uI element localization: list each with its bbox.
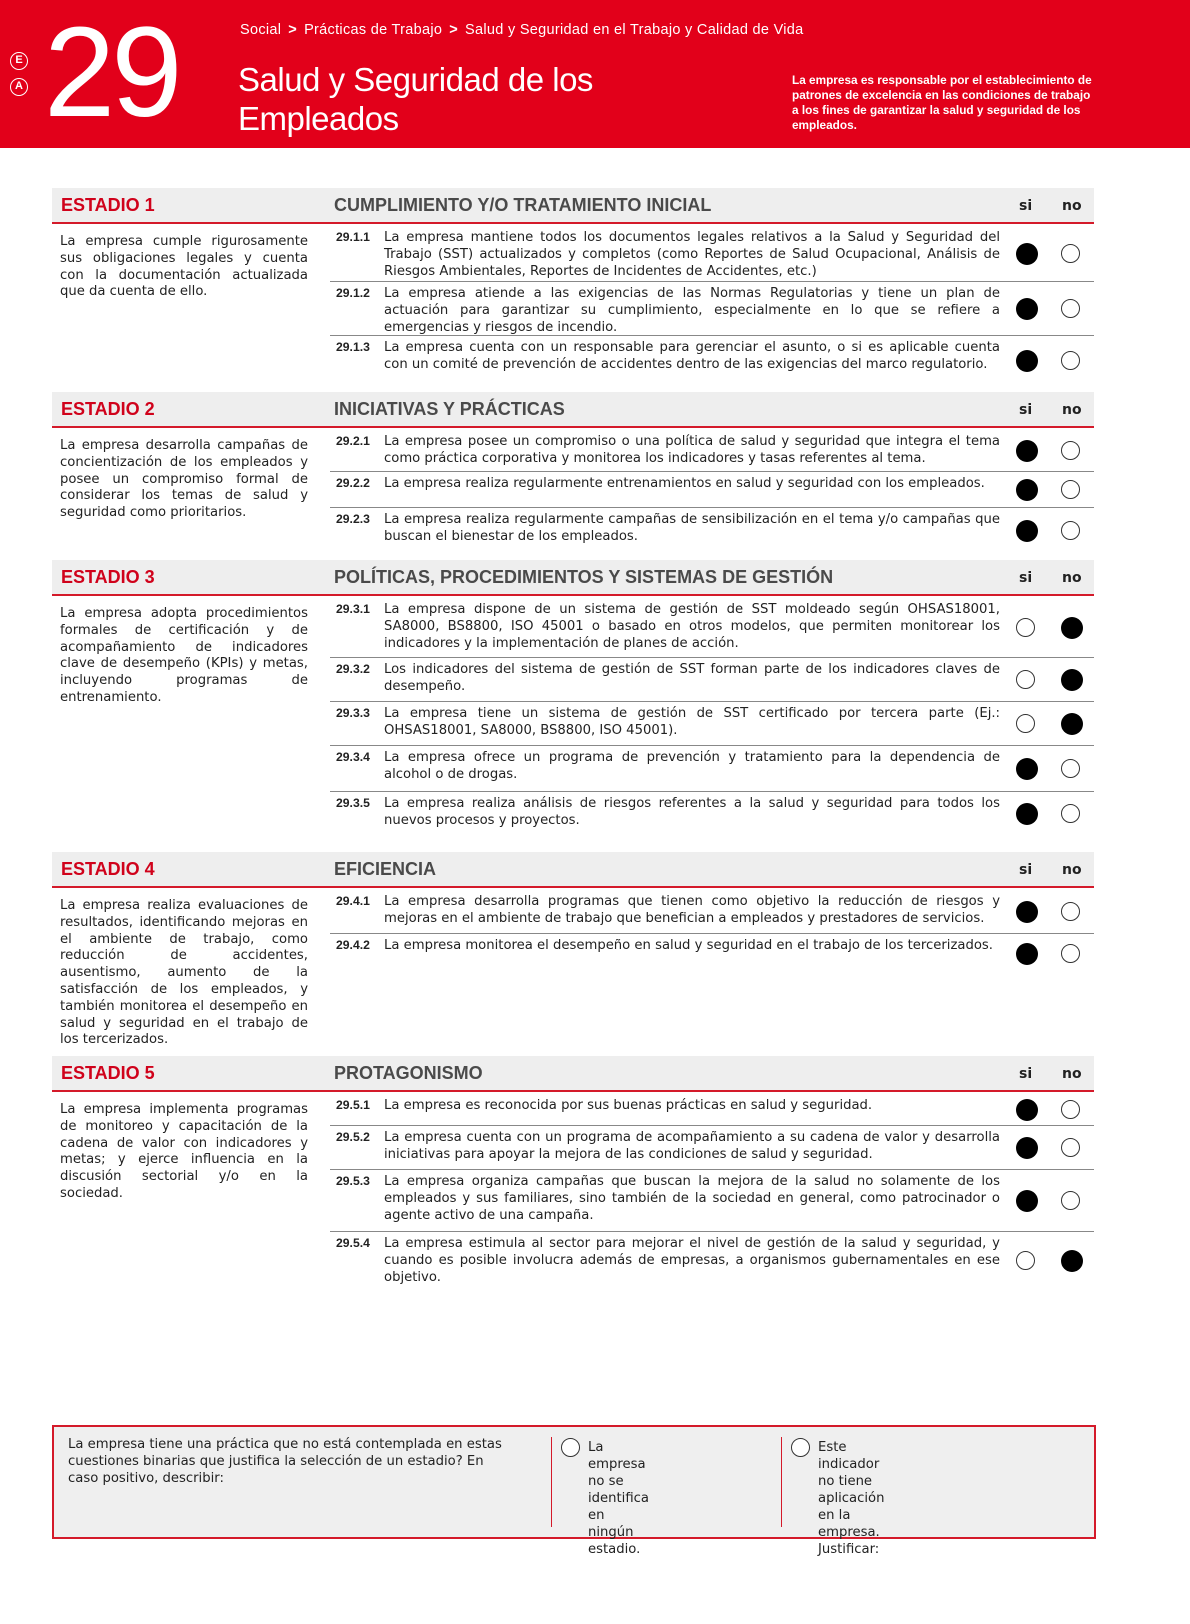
question-number: 29.5.3 (336, 1174, 370, 1188)
radio-si[interactable] (1016, 350, 1038, 372)
badge-group (10, 52, 28, 104)
radio-not-applicable[interactable] (791, 1438, 810, 1457)
stage-label: ESTADIO 3 (61, 567, 155, 587)
category-title: PROTAGONISMO (334, 1063, 483, 1083)
option-label: La empresa no se identifica en ningún estadio. (588, 1440, 649, 1557)
stage-section (52, 560, 1094, 828)
question-row (330, 1170, 1094, 1232)
column-no-header: no (1062, 402, 1082, 418)
question-number: 29.2.1 (336, 434, 370, 448)
section-header (52, 1056, 1094, 1092)
question-row (330, 472, 1094, 508)
question-text: La empresa dispone de un sistema de gestión de SST moldeado según OHSAS18001, SA8000, BS8800, ISO 45001 o basado en otros modelos, que permiten monitorear los indicadores y la implementación de planes de acción. (384, 602, 1000, 651)
column-si-header: si (1019, 570, 1033, 586)
radio-no[interactable] (1061, 480, 1080, 499)
stage-description: La empresa desarrolla campañas de concientización de los empleados y posee un compromiso formal de considerar los temas de salud y seguridad como prioritarios. (60, 438, 308, 521)
question-text: La empresa realiza análisis de riesgos referentes a la salud y seguridad para todos los nuevos procesos y proyectos. (384, 796, 1000, 828)
radio-no[interactable] (1061, 713, 1083, 735)
radio-si[interactable] (1016, 714, 1035, 733)
section-header (52, 560, 1094, 596)
radio-no[interactable] (1061, 521, 1080, 540)
radio-no[interactable] (1061, 299, 1080, 318)
radio-si[interactable] (1016, 803, 1038, 825)
page-title (238, 60, 668, 138)
question-text: La empresa realiza regularmente entrenamientos en salud y seguridad con los empleados. (384, 476, 985, 491)
question-number: 29.4.2 (336, 938, 370, 952)
question-text: La empresa posee un compromiso o una política de salud y seguridad que integra el tema como práctica corporativa y monitorea los indicadores y tasas referentes al tema. (384, 434, 1000, 466)
question-row (330, 336, 1094, 386)
question-text: La empresa desarrolla programas que tienen como objetivo la reducción de riesgos y mejoras en el ambiente de trabajo que benefician a empleados y prestadores de servicios. (384, 894, 1000, 926)
radio-no-stage[interactable] (561, 1438, 580, 1457)
question-row (330, 508, 1094, 554)
breadcrumb-item[interactable]: Salud y Seguridad en el Trabajo y Calidad de Vida (465, 22, 804, 38)
question-list (330, 890, 1094, 974)
stage-section (52, 188, 1094, 372)
breadcrumb-item[interactable]: Prácticas de Trabajo (304, 22, 443, 38)
question-text: La empresa cuenta con un responsable para gerenciar el asunto, o si es aplicable cuenta con un comité de prevención de accidentes dentro de las exigencias del marco regulatorio. (384, 340, 1000, 372)
question-number: 29.5.1 (336, 1098, 370, 1112)
stage-label: ESTADIO 5 (61, 1063, 155, 1083)
question-row (330, 890, 1094, 934)
category-title: CUMPLIMIENTO Y/O TRATAMIENTO INICIAL (334, 195, 712, 215)
other-practice-question[interactable]: La empresa tiene una práctica que no está contemplada en estas cuestiones binarias que justifica la selección de un estadio? En caso positivo, describir: (68, 1437, 502, 1486)
radio-si[interactable] (1016, 243, 1038, 265)
badge-e-icon: E (10, 52, 28, 70)
column-no-header: no (1062, 570, 1082, 586)
stage-description: La empresa realiza evaluaciones de resultados, identificando mejoras en el ambiente de trabajo, como reducción de accidentes, ausentismo, aumento de la satisfacción de los empleados, y también monitorea el desempeño en salud y seguridad en el trabajo de los tercerizados. (60, 898, 308, 1048)
question-row (330, 282, 1094, 336)
radio-no[interactable] (1061, 441, 1080, 460)
stage-label: ESTADIO 2 (61, 399, 155, 419)
question-row (330, 792, 1094, 836)
question-text: La empresa monitorea el desempeño en salud y seguridad en el trabajo de los tercerizados. (384, 938, 993, 953)
question-number: 29.3.5 (336, 796, 370, 810)
radio-si[interactable] (1016, 618, 1035, 637)
radio-si[interactable] (1016, 1251, 1035, 1270)
column-si-header: si (1019, 1066, 1033, 1082)
divider (551, 1437, 552, 1527)
question-number: 29.3.3 (336, 706, 370, 720)
question-list (330, 226, 1094, 386)
stage-description: La empresa implementa programas de monitoreo y capacitación de la cadena de valor con indicadores y metas; y ejerce influencia en la discusión sectorial y/o en la sociedad. (60, 1102, 308, 1201)
stage-section (52, 852, 1094, 1048)
stage-label: ESTADIO 1 (61, 195, 155, 215)
radio-si[interactable] (1016, 758, 1038, 780)
badge-a-icon: A (10, 78, 28, 96)
stage-section (52, 392, 1094, 544)
radio-si[interactable] (1016, 1137, 1038, 1159)
question-number: 29.1.2 (336, 286, 370, 300)
question-row (330, 598, 1094, 658)
divider (781, 1437, 782, 1527)
column-si-header: si (1019, 198, 1033, 214)
radio-no[interactable] (1061, 804, 1080, 823)
question-text: La empresa es reconocida por sus buenas prácticas en salud y seguridad. (384, 1098, 873, 1113)
radio-no[interactable] (1061, 902, 1080, 921)
radio-si[interactable] (1016, 943, 1038, 965)
radio-si[interactable] (1016, 1099, 1038, 1121)
radio-si[interactable] (1016, 901, 1038, 923)
column-no-header: no (1062, 1066, 1082, 1082)
question-row (330, 702, 1094, 746)
other-practice-box (52, 1425, 1096, 1557)
column-si-header: si (1019, 862, 1033, 878)
section-header (52, 852, 1094, 888)
radio-no[interactable] (1061, 1191, 1080, 1210)
radio-no[interactable] (1061, 759, 1080, 778)
question-number: 29.5.4 (336, 1236, 370, 1250)
question-row (330, 1094, 1094, 1126)
chevron-right-icon: > (288, 22, 298, 38)
category-title: INICIATIVAS Y PRÁCTICAS (334, 399, 565, 419)
page-title-line: Salud y Seguridad de los (238, 61, 593, 98)
category-title: EFICIENCIA (334, 859, 437, 879)
question-number: 29.1.3 (336, 340, 370, 354)
breadcrumb (240, 22, 804, 38)
stage-section (52, 1056, 1094, 1285)
question-number: 29.2.2 (336, 476, 370, 490)
question-row (330, 1232, 1094, 1290)
radio-no[interactable] (1061, 1250, 1083, 1272)
question-text: Los indicadores del sistema de gestión de SST forman parte de los indicadores claves de desempeño. (384, 662, 1000, 694)
question-text: La empresa ofrece un programa de prevención y tratamiento para la dependencia de alcohol o de drogas. (384, 750, 1000, 782)
column-si-header: si (1019, 402, 1033, 418)
radio-si[interactable] (1016, 520, 1038, 542)
radio-no[interactable] (1061, 351, 1080, 370)
question-number: 29.3.2 (336, 662, 370, 676)
question-number: 29.4.1 (336, 894, 370, 908)
indicator-number: 29 (44, 1, 179, 144)
page-title-line: Empleados (238, 100, 399, 137)
radio-no[interactable] (1061, 1100, 1080, 1119)
radio-no[interactable] (1061, 944, 1080, 963)
breadcrumb-item[interactable]: Social (240, 22, 282, 38)
question-number: 29.3.4 (336, 750, 370, 764)
question-number: 29.1.1 (336, 230, 370, 244)
question-list (330, 598, 1094, 836)
question-text: La empresa atiende a las exigencias de las Normas Regulatorias y tiene un plan de actuación para garantizar su cumplimiento, especialmente en lo que se refiere a emergencias y riesgos de incendio. (384, 286, 1000, 335)
question-row (330, 658, 1094, 702)
stage-description: La empresa adopta procedimientos formales de certificación y de acompañamiento de indicadores clave de desempeño (KPIs) y metas, incluyendo programas de entrenamiento. (60, 606, 308, 705)
question-number: 29.5.2 (336, 1130, 370, 1144)
question-text: La empresa realiza regularmente campañas de sensibilización en el tema y/o campañas que buscan el bienestar de los empleados. (384, 512, 1000, 544)
stage-description: La empresa cumple rigurosamente sus obligaciones legales y cuenta con la documentación actualizada que da cuenta de ello. (60, 234, 308, 300)
question-text: La empresa tiene un sistema de gestión de SST certificado por tercera parte (Ej.: OHSAS18001, SA8000, BS8800, ISO 45001). (384, 706, 1000, 738)
question-text: La empresa mantiene todos los documentos legales relativos a la Salud y Seguridad del Trabajo (SST) actualizados y completos (como Reportes de Salud Ocupacional, Análisis de Riesgos Ambientales, Reportes de Incidentes de Accidentes, etc.) (384, 230, 1000, 279)
question-row (330, 746, 1094, 792)
radio-si[interactable] (1016, 298, 1038, 320)
question-row (330, 430, 1094, 472)
radio-si[interactable] (1016, 479, 1038, 501)
question-list (330, 1094, 1094, 1290)
chevron-right-icon: > (449, 22, 459, 38)
radio-no[interactable] (1061, 244, 1080, 263)
stage-label: ESTADIO 4 (61, 859, 155, 879)
question-number: 29.3.1 (336, 602, 370, 616)
section-header (52, 188, 1094, 224)
radio-si[interactable] (1016, 1190, 1038, 1212)
question-text: La empresa estimula al sector para mejorar el nivel de gestión de la salud y seguridad, y cuando es posible involucra además de empresas, a organismos gubernamentales en ese objetivo. (384, 1236, 1000, 1285)
radio-no[interactable] (1061, 1138, 1080, 1157)
question-list (330, 430, 1094, 554)
category-title: POLÍTICAS, PROCEDIMIENTOS Y SISTEMAS DE GESTIÓN (334, 567, 834, 587)
question-number: 29.2.3 (336, 512, 370, 526)
question-text: La empresa organiza campañas que buscan la mejora de la salud no solamente de los empleados y sus familiares, sino también de la sociedad en general, como patrocinador o agente activo de una campaña. (384, 1174, 1000, 1223)
column-no-header: no (1062, 198, 1082, 214)
page-header (0, 0, 1190, 148)
section-header (52, 392, 1094, 428)
intro-text: La empresa es responsable por el establecimiento de patrones de excelencia en las condiciones de trabajo a los fines de garantizar la salud y seguridad de los empleados. (792, 73, 1092, 132)
radio-no[interactable] (1061, 669, 1083, 691)
column-no-header: no (1062, 862, 1082, 878)
question-row (330, 226, 1094, 282)
question-row (330, 1126, 1094, 1170)
question-text: La empresa cuenta con un programa de acompañamiento a su cadena de valor y desarrolla iniciativas para apoyar la mejora de las condiciones de salud y seguridad. (384, 1130, 1000, 1162)
option-label: Este indicador no tiene aplicación en la empresa. Justificar: (818, 1440, 885, 1557)
radio-si[interactable] (1016, 670, 1035, 689)
radio-si[interactable] (1016, 440, 1038, 462)
radio-no[interactable] (1061, 617, 1083, 639)
question-row (330, 934, 1094, 974)
